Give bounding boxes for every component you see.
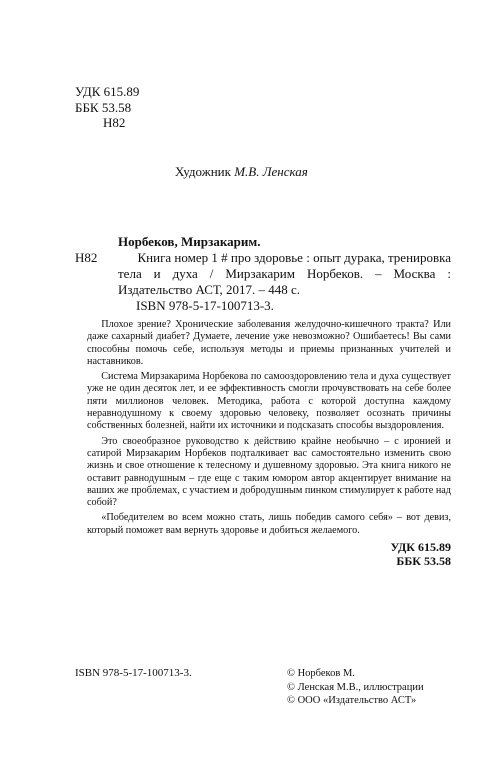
udk-code-right: УДК 615.89 [390,540,451,555]
copyright-author: © Норбеков М. [287,668,355,679]
annotation-paragraph: Система Мирзакарима Норбекова по самооздоровлению тела и духа существует уже не один десяток лет, и ее эффективность смогли прочувствовать на себе более пяти миллионов человек. Методика, работа с которой доступна каждому неравнодушному к своему здоровью человеку, позволяет осознать причины собственных болезней, найти их источники и подсказать способы выздоровления. [87,371,451,432]
bbk-code-right: ББК 53.58 [396,554,451,569]
author-mark-left: Н82 [75,250,98,265]
author-heading: Норбеков, Мирзакарим. [118,234,261,249]
copyright-notices [287,667,424,708]
author-mark: Н82 [103,115,126,130]
udk-code: УДК 615.89 [75,84,140,99]
artist-name: М.В. Ленская [234,164,308,179]
bbk-code: ББК 53.58 [75,99,132,115]
copyright-publisher: © ООО «Издательство АСТ» [287,695,417,707]
bibliographic-text [118,250,451,314]
annotation [75,319,451,537]
catalog-card [75,234,451,568]
annotation-paragraph: Это своеобразное руководство к действию крайне необычно – с иронией и сатирой Мирзакарим Норбеков подталкивает вас самостоятельно изменить свою жизнь и свое отношение к телесному и душевному здоровью. Эта книга никого не оставит равнодушным – где еще с таким юмором автор акцентирует внимание на ваших же проблемах, с участием и добродушным пинком стимулирует к работе над собой? [87,435,451,509]
copyright-illustrations: © Ленская М.В., иллюстрации [287,681,424,693]
classification-codes [75,84,139,131]
annotation-paragraph: Плохое зрение? Хронические заболевания желудочно-кишечного тракта? Или даже сахарный диабет? Думаете, лечение уже невозможно? Ошибаетесь! Вы сами способны помочь себе, используя методы и приемы признанных учителей и наставников. [87,319,451,367]
annotation-paragraph: «Победителем во всем можно стать, лишь победив самого себя» – вот девиз, который поможет вам вернуть здоровье и добиться желаемого. [87,512,451,536]
isbn-line: ISBN 978-5-17-100713-3. [136,298,274,313]
artist-label: Художник [175,164,231,179]
artist-credit [175,164,308,180]
bibliographic-description: Книга номер 1 # про здоровье : опыт дурака, тренировка тела и духа / Мирзакарим Норбеков. – Москва : Издательство АСТ, 2017. – 448 с. [118,250,452,297]
bibliographic-entry [75,250,451,314]
bottom-isbn: ISBN 978-5-17-100713-3. [75,667,192,679]
classification-codes-right [75,540,451,568]
